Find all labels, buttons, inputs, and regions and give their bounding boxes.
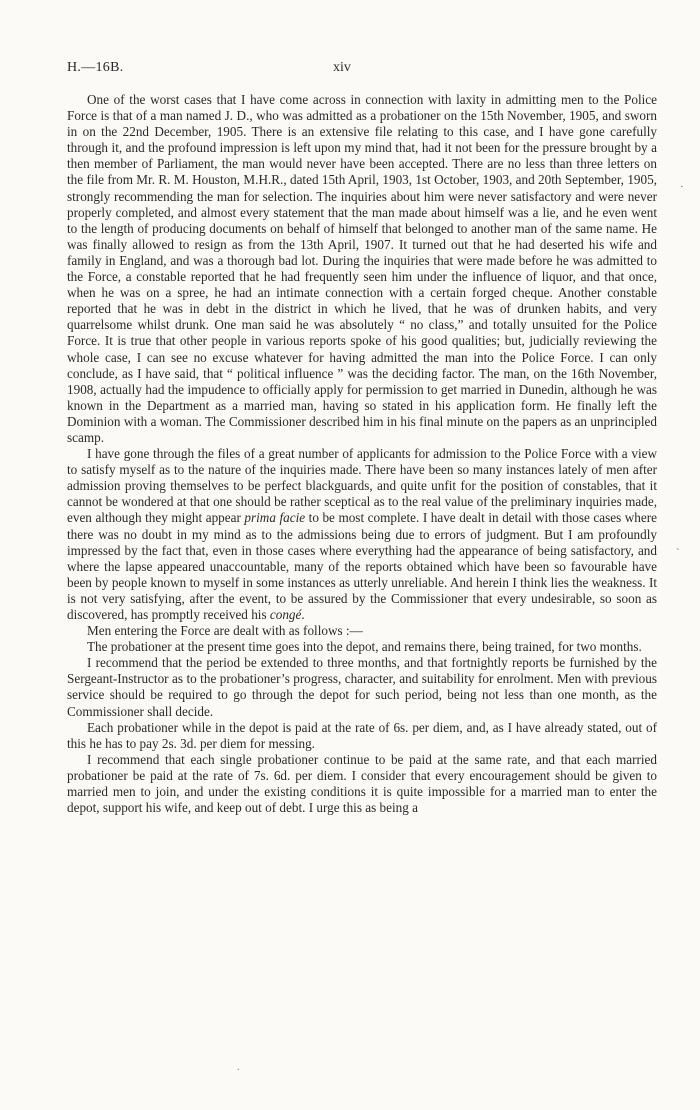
paragraph: One of the worst cases that I have come across in connection with laxity in admitting men to the Police Force is that of a man named J. D., who was admitted as a probationer on the 15th November, 1905, and sworn in on the 22nd December, 1905. There is an extensive file relating to this case, and I have gone carefully through it, and the profound impression is left upon my mind that, had it not been for the pressure brought by a then member of Parliament, the man would never have been accepted. There are no less than three letters on the file from Mr. R. M. Houston, M.H.R., dated 15th April, 1903, 1st October, 1903, and 20th September, 1905, strongly recommending the man for selection. The inquiries about him were never satisfactory and were never properly completed, and almost every statement that the man made about himself was a lie, and he even went to the length of producing documents on behalf of himself that belonged to another man of the same name. He was finally allowed to resign as from the 13th April, 1907. It turned out that he had deserted his wife and family in England, and was a thorough bad lot. During the inquiries that were made before he was admitted to the Force, a constable reported that he had frequently seen him under the influence of liquor, and that once, when he was on a spree, he had an intimate connection with a certain forged cheque. Another constable reported that he was in debt in the district in which he lived, that he was of drunken habits, and very quarrelsome whilst drunk. One man said he was absolutely “ no class,” and totally unsuited for the Police Force. It is true that other people in various reports spoke of his good qualities; but, judicially reviewing the whole case, I can see no excuse whatever for having admitted the man into the Police Force. I can only conclude, as I have said, that “ political influence ” was the deciding factor. The man, on the 16th November, 1908, actually had the impudence to officially apply for permission to get married in Dunedin, although he was known in the Department as a married man, having so stated in his application form. He finally left the Dominion with a woman. The Commissioner described him in his final minute on the papers as an unprincipled scamp. xyxy=(67,92,657,445)
paragraph-text: I have gone through the files of a great number of applicants for admission to the Police Force with a view to satisfy myself as to the nature of the inquiries made. There have been so many instances lately of men after admission proving themselves to be perfect blackguards, and quite unfit for the position of constables, that it cannot be wondered at that one should be rather sceptical as to the real value of the preliminary inquiries made, even although they might appear xyxy=(67,446,657,526)
paragraph: Men entering the Force are dealt with as follows :— xyxy=(87,623,363,639)
paragraph: I recommend that each single probationer continue to be paid at the same rate, and that each married probationer be paid at the rate of 7s. 6d. per diem. I consider that every encouragement should be given to married men to join, and under the existing conditions it is quite impossible for a married man to enter the depot, support his wife, and keep out of debt. I urge this as being a xyxy=(67,751,657,816)
paragraph-text: . xyxy=(301,607,305,622)
paragraph: Each probationer while in the depot is paid at the rate of 6s. per diem, and, as I have already stated, out of this he has to pay 2s. 3d. per diem for messing. xyxy=(67,719,657,751)
paragraph xyxy=(67,446,657,623)
scan-speck: . xyxy=(237,1062,240,1073)
paragraph: The probationer at the present time goes into the depot, and remains there, being trained, for two months. xyxy=(87,639,642,655)
paragraph: I recommend that the period be extended to three months, and that fortnightly reports be furnished by the Sergeant-Instructor as to the probationer’s progress, character, and suitability for enrolment. Men with previous service should be required to go through the depot for such period, being not less than one month, as the Commissioner shall decide. xyxy=(67,655,657,719)
document-code: H.—16B. xyxy=(67,60,124,75)
paragraph-text: to be most complete. I have dealt in detail with those cases where there was no doubt in my mind as to the admissions being due to errors of judgment. But I am profoundly impressed by the fact that, even in those cases where everything had the appearance of being satisfactory, and where the lapse appeared unaccountable, many of the reports obtained which have been so favourable have been by people known to myself in some instances as utterly unreliable. And herein I think lies the weakness. It is not very satisfying, after the event, to be assured by the Commissioner that every undesirable, so soon as discovered, has promptly received his xyxy=(67,510,657,622)
italic-phrase: prima facie xyxy=(244,510,306,526)
page-number: xiv xyxy=(333,60,351,75)
italic-word: congé xyxy=(269,607,302,622)
margin-mark: ` xyxy=(676,547,680,559)
report-body xyxy=(67,92,657,816)
margin-mark: ˙ xyxy=(680,184,684,196)
page-header xyxy=(0,60,700,80)
